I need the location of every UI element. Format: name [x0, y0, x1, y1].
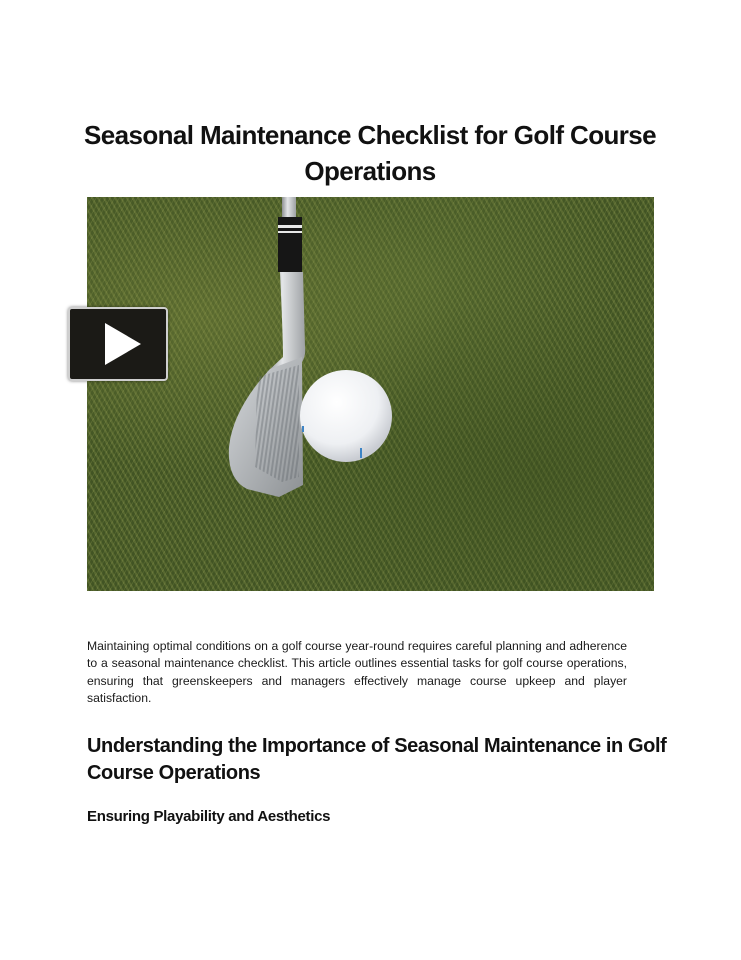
- play-icon: [105, 323, 141, 365]
- golf-club-and-ball-illustration: [87, 197, 654, 591]
- subsection-heading: Ensuring Playability and Aesthetics: [87, 808, 331, 825]
- section-heading: Understanding the Importance of Seasonal Maintenance in Golf Course Operations: [87, 734, 667, 784]
- intro-paragraph: Maintaining optimal conditions on a golf course year-round requires careful planning and adherence to a seasonal maintenance checklist. This article outlines essential tasks for golf course operations, ensuring that greenskeepers and managers effectively manage course upkeep and player satisfaction.: [87, 639, 627, 706]
- hero-image: [87, 197, 654, 591]
- video-play-button[interactable]: [68, 307, 168, 381]
- document-title: Seasonal Maintenance Checklist for Golf Course Operations: [84, 120, 656, 186]
